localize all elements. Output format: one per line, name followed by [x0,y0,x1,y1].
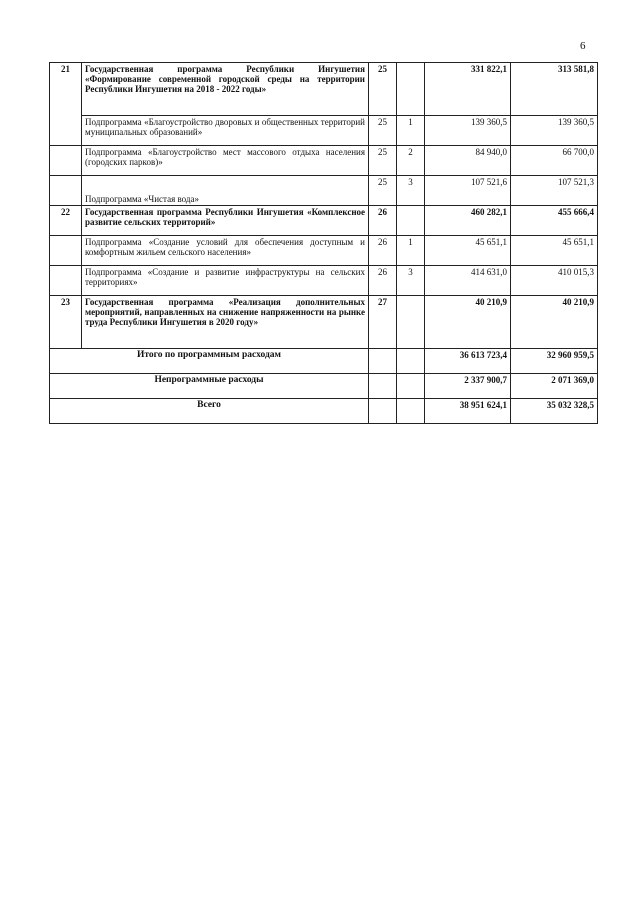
program-code: 25 [369,176,397,206]
subprogram-name: Подпрограмма «Чистая вода» [82,176,369,206]
subprogram-code: 1 [397,236,425,266]
total-label: Итого по программным расходам [50,349,369,374]
value-fact: 107 521,3 [511,176,598,206]
table-row-subprogram [50,116,598,146]
total-fact: 35 032 328,5 [511,399,598,424]
value-plan: 107 521,6 [425,176,511,206]
empty-cell [397,374,425,399]
program-code: 26 [369,236,397,266]
row-number: 23 [50,296,82,349]
subprogram-name: Подпрограмма «Благоустройство дворовых и общественных территорий муниципальных образований» [82,116,369,146]
subprogram-code [397,63,425,116]
row-number: 22 [50,206,82,236]
total-label: Всего [50,399,369,424]
empty-cell [369,374,397,399]
table-row-subprogram [50,266,598,296]
table-row-program-23 [50,296,598,349]
table-row-total-program [50,349,598,374]
empty-cell [369,349,397,374]
subprogram-code: 3 [397,176,425,206]
total-plan: 2 337 900,7 [425,374,511,399]
subprogram-code: 1 [397,116,425,146]
row-number [50,176,82,206]
value-fact: 313 581,8 [511,63,598,116]
value-plan: 460 282,1 [425,206,511,236]
value-plan: 139 360,5 [425,116,511,146]
total-plan: 36 613 723,4 [425,349,511,374]
page-number: 6 [580,40,586,52]
row-number: 21 [50,63,82,146]
row-number [50,266,82,296]
table-row-total-non-program [50,374,598,399]
row-number [50,146,82,176]
value-plan: 84 940,0 [425,146,511,176]
subprogram-code: 3 [397,266,425,296]
empty-cell [369,399,397,424]
subprogram-code [397,296,425,349]
total-label: Непрограммные расходы [50,374,369,399]
program-code: 27 [369,296,397,349]
budget-table [49,62,598,424]
program-name: Государственная программа Республики Ингушетия «Формирование современной городской среды на территории Республики Ингушетия на 2018 - 2022 годы» [82,63,369,116]
total-fact: 32 960 959,5 [511,349,598,374]
program-code: 26 [369,206,397,236]
value-plan: 331 822,1 [425,63,511,116]
program-name: Государственная программа Республики Ингушетия «Комплексное развитие сельских территорий» [82,206,369,236]
value-plan: 40 210,9 [425,296,511,349]
value-fact: 45 651,1 [511,236,598,266]
table-row-program-21 [50,63,598,116]
value-plan: 45 651,1 [425,236,511,266]
value-fact: 410 015,3 [511,266,598,296]
subprogram-name: Подпрограмма «Создание условий для обеспечения доступным и комфортным жильем сельского населения» [82,236,369,266]
program-code: 25 [369,63,397,116]
total-fact: 2 071 369,0 [511,374,598,399]
row-number [50,236,82,266]
value-fact: 139 360,5 [511,116,598,146]
value-fact: 40 210,9 [511,296,598,349]
program-name: Государственная программа «Реализация дополнительных мероприятий, направленных на снижение напряженности на рынке труда Республики Ингушетия в 2020 году» [82,296,369,349]
table-row-program-22 [50,206,598,236]
total-plan: 38 951 624,1 [425,399,511,424]
program-code: 25 [369,146,397,176]
subprogram-name: Подпрограмма «Создание и развитие инфраструктуры на сельских территориях» [82,266,369,296]
value-fact: 66 700,0 [511,146,598,176]
subprogram-name: Подпрограмма «Благоустройство мест массового отдыха населения (городских парков)» [82,146,369,176]
value-fact: 455 666,4 [511,206,598,236]
empty-cell [397,349,425,374]
empty-cell [397,399,425,424]
program-code: 25 [369,116,397,146]
program-code: 26 [369,266,397,296]
subprogram-code [397,206,425,236]
table-row-subprogram [50,176,598,206]
table-row-total-all [50,399,598,424]
subprogram-code: 2 [397,146,425,176]
table-row-subprogram [50,236,598,266]
table-row-subprogram [50,146,598,176]
value-plan: 414 631,0 [425,266,511,296]
